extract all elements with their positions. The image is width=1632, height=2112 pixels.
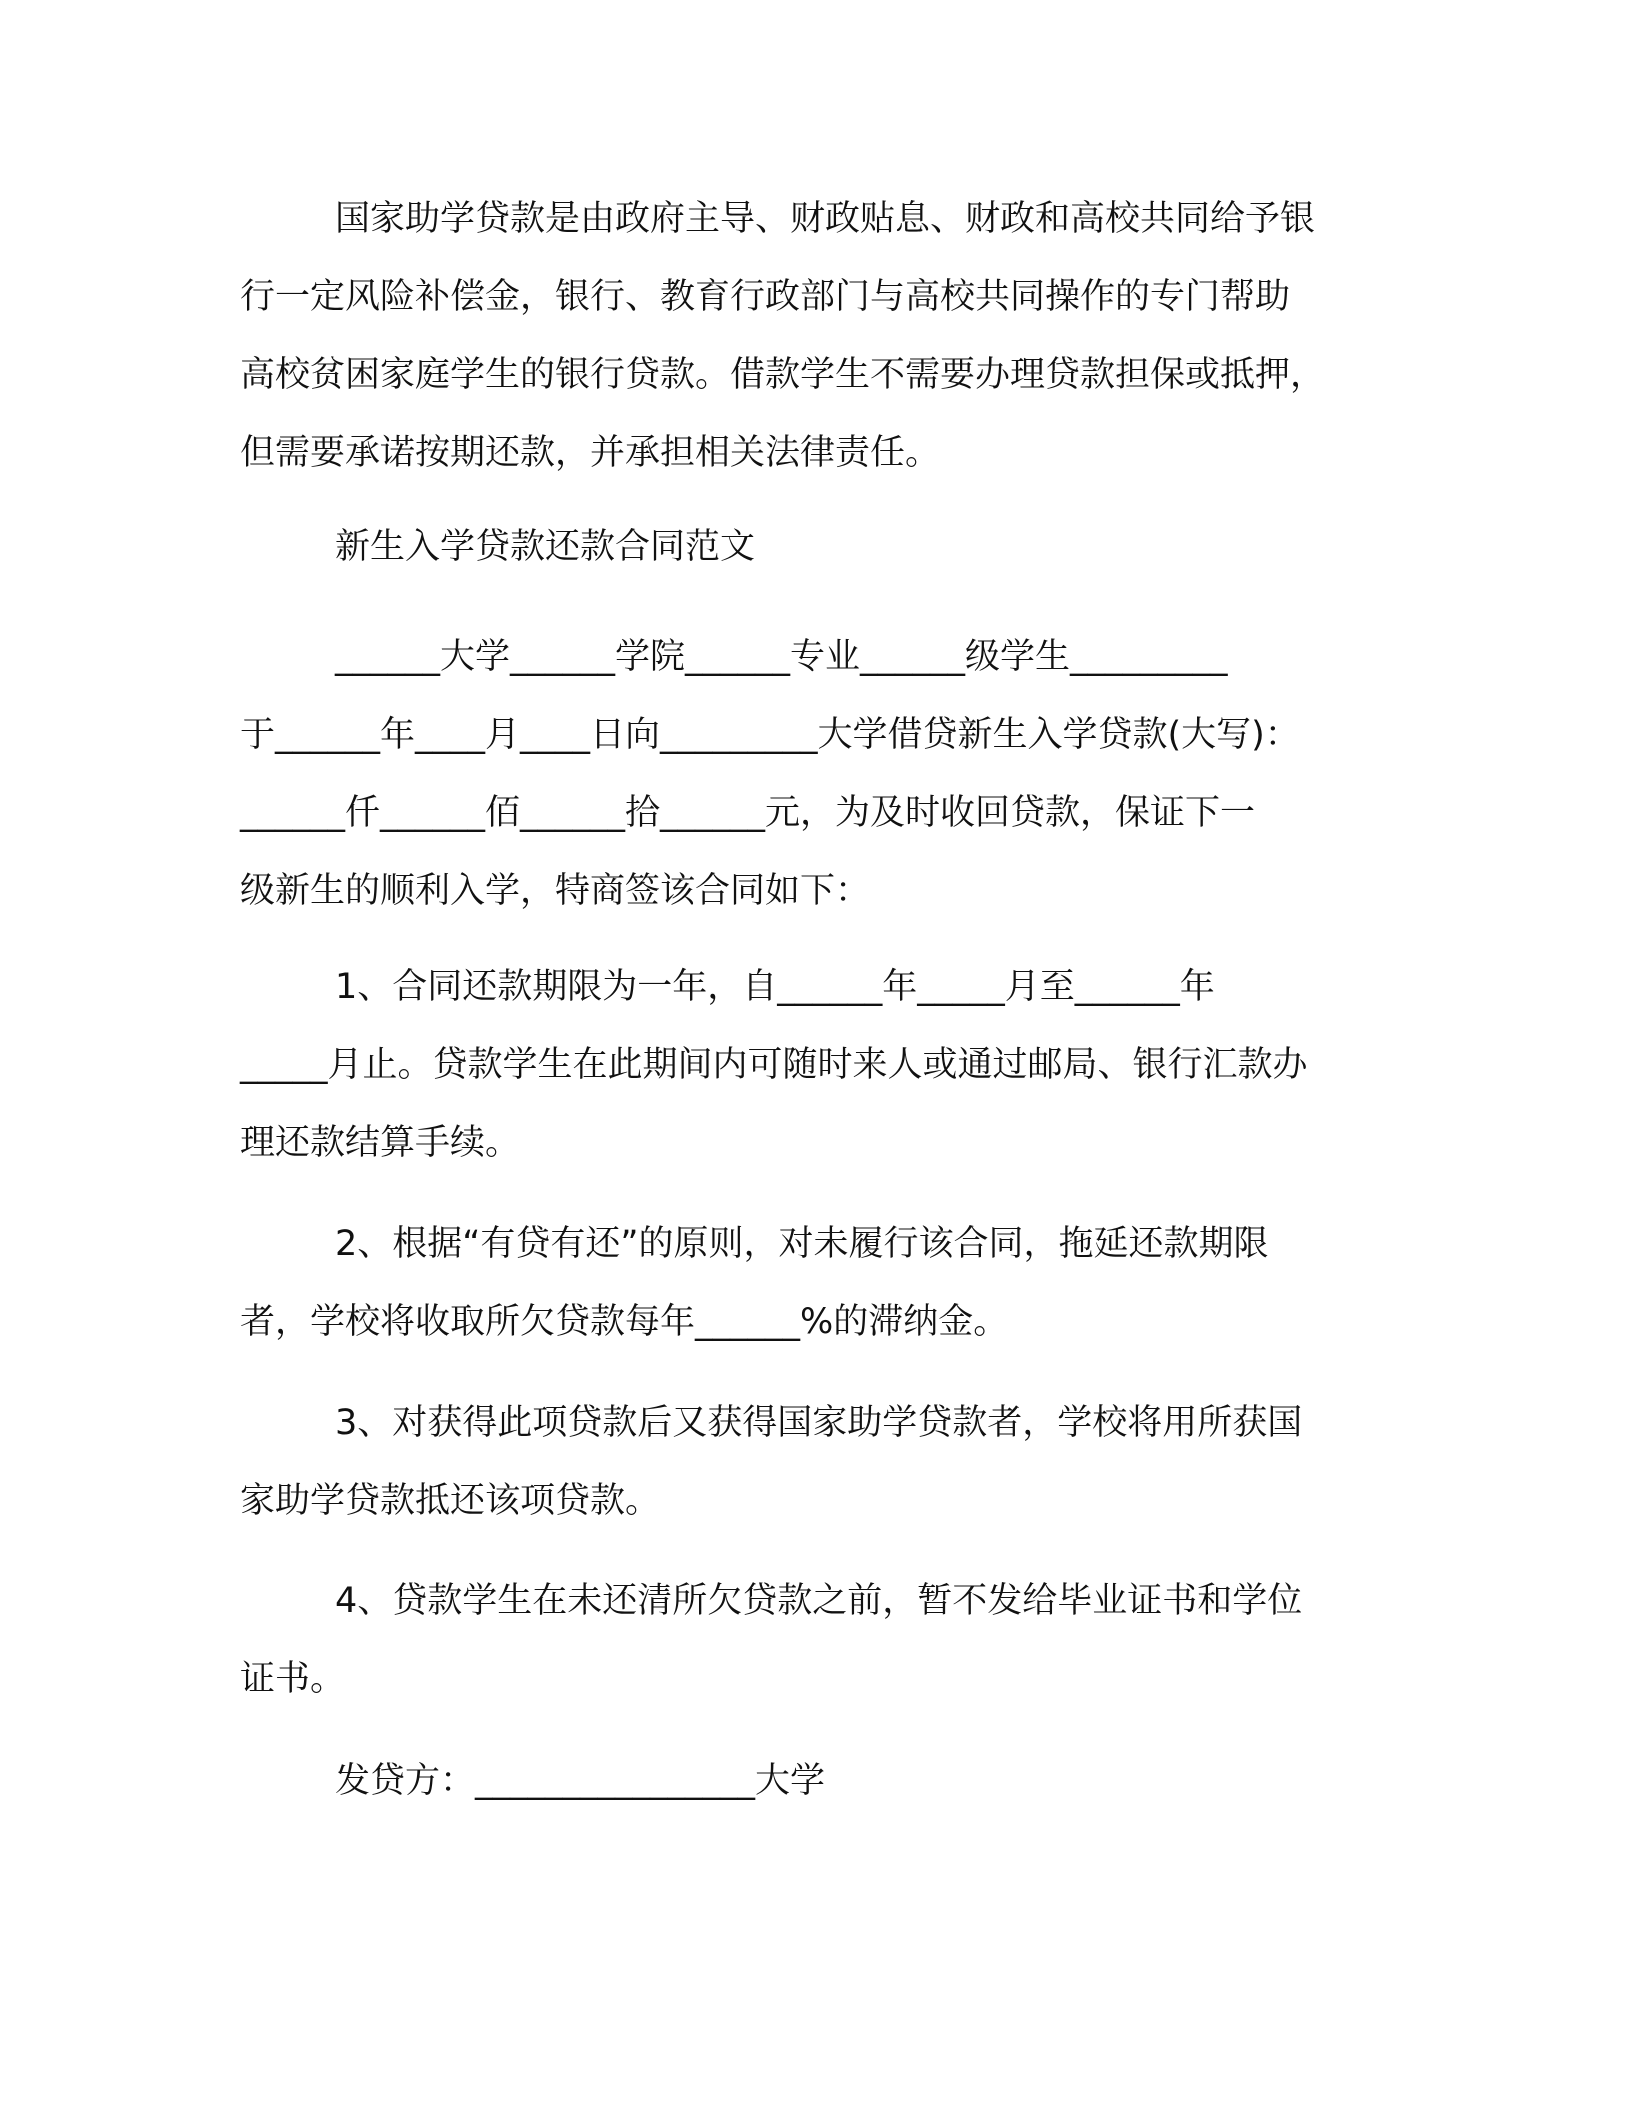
clause-2-line: 2、根据“有贷有还”的原则，对未履行该合同，拖延还款期限 [335,1224,1269,1264]
clause-1-line: 理还款结算手续。 [240,1123,521,1163]
preamble-line: 级新生的顺利入学，特商签该合同如下： [240,871,871,911]
clause-2-line: 者，学校将收取所欠贷款每年______%的滞纳金。 [240,1302,1009,1342]
preamble-line: ______大学______学院______专业______级学生_________ [335,637,1228,677]
clause-1-paragraph [240,948,1380,1182]
clause-4-line: 证书。 [240,1659,346,1699]
title-line: 新生入学贷款还款合同范文 [335,527,756,567]
clause-1-line: 1、合同还款期限为一年，自______年_____月至______年 [335,967,1215,1007]
intro-line: 高校贫困家庭学生的银行贷款。借款学生不需要办理贷款担保或抵押， [240,355,1326,395]
clause-3-paragraph [240,1384,1380,1540]
clause-3-line: 3、对获得此项贷款后又获得国家助学贷款者，学校将用所获国 [335,1403,1303,1443]
clause-4-paragraph [240,1562,1380,1718]
lender-line: 发贷方：________________大学 [335,1761,826,1801]
clause-2-paragraph [240,1205,1380,1361]
intro-line: 国家助学贷款是由政府主导、财政贴息、财政和高校共同给予银 [335,199,1316,239]
clause-3-line: 家助学贷款抵还该项贷款。 [240,1481,661,1521]
intro-paragraph [240,180,1380,492]
intro-line: 行一定风险补偿金，银行、教育行政部门与高校共同操作的专门帮助 [240,277,1291,317]
preamble-paragraph [240,618,1380,930]
lender-signature-line [240,1742,1380,1820]
clause-1-line: _____月止。贷款学生在此期间内可随时来人或通过邮局、银行汇款办 [240,1045,1308,1085]
clause-4-line: 4、贷款学生在未还清所欠贷款之前，暂不发给毕业证书和学位 [335,1581,1303,1621]
preamble-line: ______仟______佰______拾______元，为及时收回贷款，保证下一 [240,793,1256,833]
intro-line: 但需要承诺按期还款，并承担相关法律责任。 [240,433,941,473]
preamble-line: 于______年____月____日向_________大学借贷新生入学贷款(大写)： [240,715,1300,755]
document-title [240,508,1380,586]
